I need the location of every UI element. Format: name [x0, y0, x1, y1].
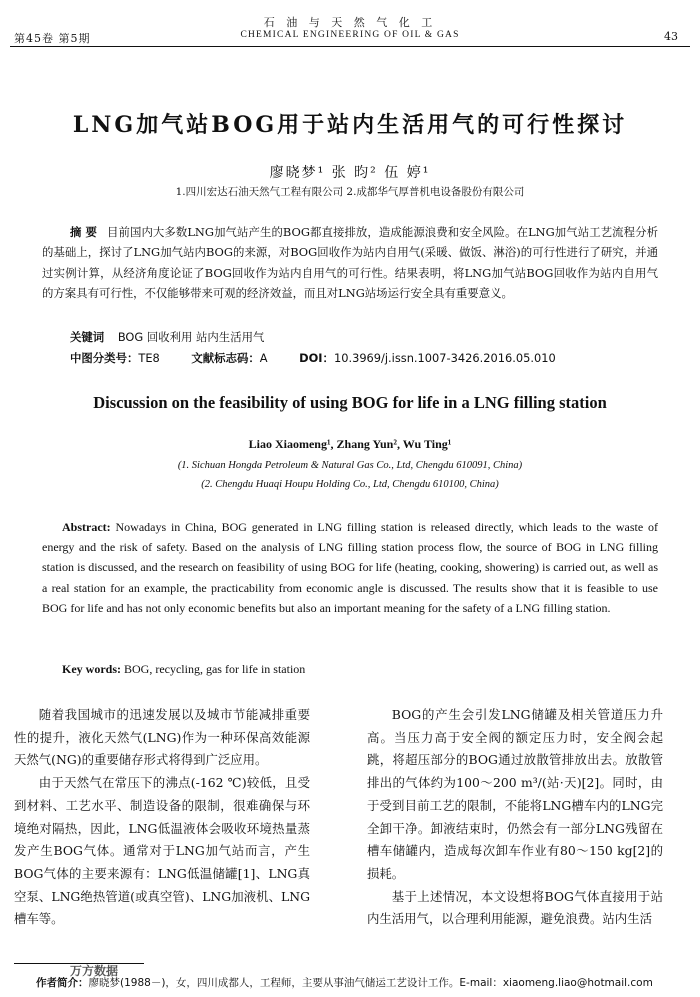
affiliation-en-2: (2. Chengdu Huaqi Houpu Holding Co., Ltd, Chengdu 610100, China) — [201, 479, 499, 490]
keywords-en-text: BOG, recycling, gas for life in station — [124, 662, 306, 676]
body-paragraph: 基于上述情况，本文设想将BOG气体直接用于站内生活用气，以合理利用能源，避免浪费。站内生活 — [367, 888, 663, 927]
clc-value: TE8 — [138, 351, 160, 365]
doi-value: 10.3969/j.issn.1007-3426.2016.05.010 — [333, 351, 556, 365]
author-footnote-label: 作者简介： — [36, 977, 89, 989]
doc-code-value: A — [259, 351, 268, 365]
abstract-en — [42, 517, 658, 618]
body-left-column — [14, 704, 310, 931]
abstract-cn — [42, 222, 658, 304]
paper-title-cn: LNG加气站BOG用于站内生活用气的可行性探讨 — [72, 112, 628, 138]
affiliation-en-1: (1. Sichuan Hongda Petroleum & Natural Gas Co., Ltd, Chengdu 610091, China) — [177, 460, 523, 471]
body-paragraph: 由于天然气在常压下的沸点(-162 ℃)较低，且受到材料、工艺水平、制造设备的限制，很难确保与环境绝对隔热，因此，LNG低温液体会吸收环境热量蒸发产生BOG气体。通常对于LNG加气站而言，产生BOG气体的主要来源有：LNG低温储罐[1]、LNG真空泵、LNG绝热管道(或真空管)、LNG加液机、LNG槽车等。 — [14, 775, 310, 927]
doc-code-label: 文献标志码： — [191, 351, 260, 365]
affiliations-cn: 1.四川宏达石油天然气工程有限公司 2.成都华气厚普机电设备股份有限公司 — [175, 186, 525, 198]
keywords-cn — [70, 329, 264, 345]
keywords-cn-label: 关键词 — [70, 330, 105, 344]
journal-title-en: CHEMICAL ENGINEERING OF OIL & GAS — [240, 30, 460, 40]
keywords-en-label: Key words: — [62, 662, 121, 676]
issue-label: 第45卷 第5期 — [14, 32, 91, 45]
author-footnote — [36, 975, 653, 990]
body-paragraph: 随着我国城市的迅速发展以及城市节能减排重要性的提升，液化天然气(LNG)作为一种环保高效能源天然气(NG)的重要储存形式将得到广泛应用。 — [14, 707, 310, 768]
abstract-en-label: Abstract: — [62, 520, 111, 534]
keywords-en — [62, 662, 305, 677]
watermark: 万方数据 — [70, 964, 119, 978]
abstract-cn-text: 目前国内大多数LNG加气站产生的BOG都直接排放，造成能源浪费和安全风险。在LNG加气站工艺流程分析的基础上，探讨了LNG加气站内BOG的来源，对BOG回收作为站内自用气(采暖、做饭、淋浴)的可行性进行了研究，并通过实例计算，从经济角度论证了BOG回收作为站内自用气的可行性。结果表明，将LNG加气站BOG回收作为站内自用气的方案具有可行性，不仅能够带来可观的经济效益，而且对LNG站场运行安全具有重要意义。 — [42, 225, 658, 301]
keywords-cn-text: BOG 回收利用 站内生活用气 — [117, 330, 265, 344]
authors-cn: 廖晓梦¹ 张 昀² 伍 婷¹ — [269, 165, 431, 181]
abstract-en-text: Nowadays in China, BOG generated in LNG filling station is released directly, which leads to the waste of energy and the risk of safety. Based on the analysis of LNG filling station process flow, the source of BOG in LNG filling station is discussed, and the research on feasibility of using BOG for life (heating, cooking, showering) is carried out, as well as a real station for an example, the practicability from economic angle is discussed. The results show that it is feasible to use BOG for life and has not only economic benefits but also an important meaning for the safety of a LNG filling station. — [42, 520, 658, 615]
clc-label: 中图分类号： — [70, 351, 139, 365]
abstract-cn-label: 摘 要 — [70, 225, 98, 239]
body-paragraph: BOG的产生会引发LNG储罐及相关管道压力升高。当压力高于安全阀的额定压力时，安全阀会起跳，将超压部分的BOG通过放散管排放出去。放散管排出的气体约为100～200 m³/(站·天)[2]。同时，由于受到目前工艺的限制，不能将LNG槽车内的LNG完全卸干净。卸液结束时，仍然会有一部分LNG残留在槽车储罐内，造成每次卸车作业有80～150 kg[2]的损耗。 — [367, 707, 663, 881]
body-right-column — [367, 704, 663, 931]
doi-label: DOI： — [299, 351, 334, 365]
author-footnote-text: 廖晓梦(1988－)，女，四川成都人，工程师，主要从事油气储运工艺设计工作。E-mail：xiaomeng.liao@hotmail.com — [88, 977, 653, 989]
header-divider — [10, 46, 690, 47]
page-number: 43 — [664, 30, 678, 43]
journal-title-cn: 石 油 与 天 然 气 化 工 — [263, 16, 437, 29]
authors-en: Liao Xiaomeng¹, Zhang Yun², Wu Ting¹ — [248, 437, 452, 451]
classification-line — [70, 350, 556, 366]
paper-title-en: Discussion on the feasibility of using BOG for life in a LNG filling station — [93, 393, 607, 412]
